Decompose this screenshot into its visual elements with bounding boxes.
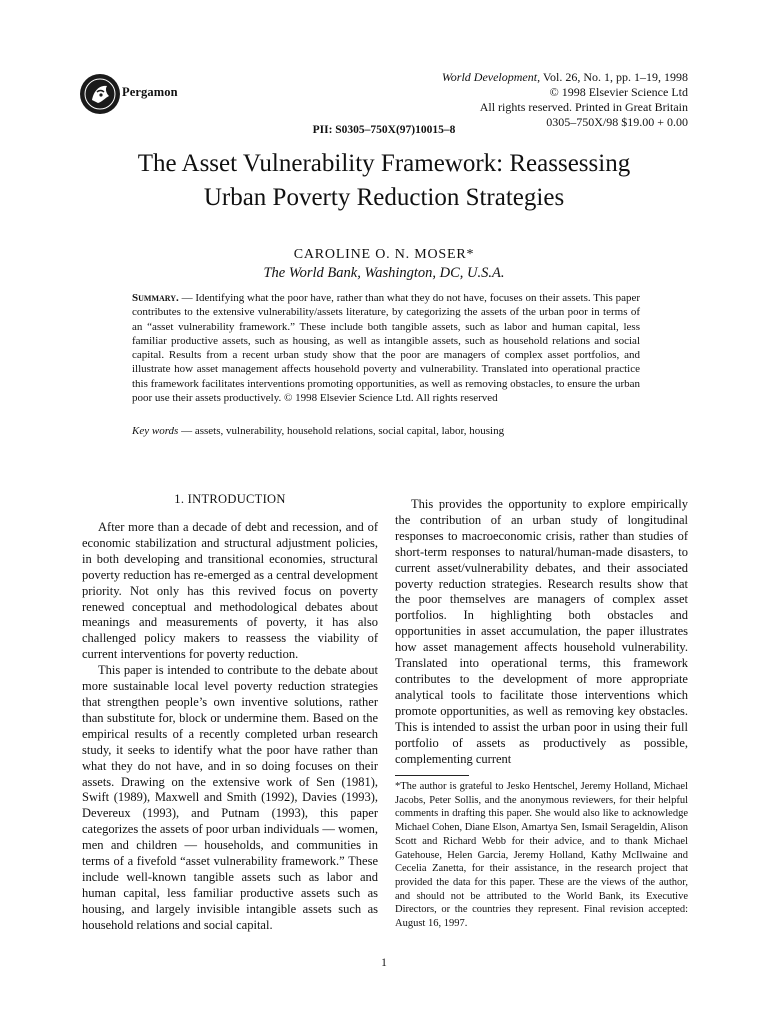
section-heading: 1. INTRODUCTION — [174, 492, 286, 506]
keywords-label: Key words — [132, 425, 179, 437]
body-column-left — [82, 520, 378, 934]
paragraph: This provides the opportunity to explore empirically the contribution of an urban study of longitudinal responses to macroeconomic crisis, rather than studies of short-term responses to natural/human-made disasters, to current asset/vulnerability debates, and their associated poverty reduction strategies. Research results show that the poor themselves are managers of complex asset portfolios. In highlighting both obstacles and opportunities in asset accumulation, the paper illustrates how asset management affects household vulnerability. Translated into operational terms, this framework contributes to the development of more appropriate analytical tools to facilitate those interventions which promote opportunities, as well as removing key obstacles. This is intended to assist the urban poor in using their full portfolio of assets as productively as possible, complementing current — [395, 497, 688, 766]
journal-volume: , Vol. 26, No. 1, pp. 1–19, 1998 — [537, 70, 688, 84]
page-number: 1 — [381, 957, 387, 969]
author-affiliation: The World Bank, Washington, DC, U.S.A. — [263, 265, 505, 281]
abstract-text: — Identifying what the poor have, rather than what they do not have, focuses on their assets. This paper contributes to the extensive vulnerability/assets literature, by categorizing the assets of the urban poor in terms of an “asset vulnerability framework.” These include both tangible assets, such as labor and human capital, less familiar productive assets, such as housing, as well as intangible assets, such as household relations and social capital. Results from a recent urban study show that the poor are managers of complex asset portfolios, and illustrate how asset management affects household poverty and vulnerability. Translated into operational practice this framework facilitates interventions promoting opportunities, as well as removing obstacles, to ensure the urban poor use their assets productively. © 1998 Elsevier Science Ltd. All rights reserved — [132, 292, 640, 405]
title-line-2: Urban Poverty Reduction Strategies — [203, 184, 565, 211]
pergamon-emblem-icon — [80, 74, 120, 114]
abstract-label: Summary. — [132, 292, 179, 304]
keywords — [132, 425, 652, 437]
journal-citation — [368, 70, 688, 130]
journal-name: World Development — [441, 70, 538, 84]
rights-line: All rights reserved. Printed in Great Britain — [479, 100, 688, 114]
keywords-text: — assets, vulnerability, household relations, social capital, labor, housing — [178, 425, 505, 437]
paragraph: This paper is intended to contribute to the debate about more sustainable local level poverty reduction strategies that strengthen people’s own inventive solutions, rather than substitute for, block or undermine them. Based on the empirical results of a recently completed urban research study, it seeks to identify what the poor have rather than what they do not have, and in so doing focuses on their assets. Drawing on the extensive work of Sen (1981), Swift (1989), Maxwell and Smith (1992), Davies (1993), Devereux (1993), and Putnam (1993), this paper categorizes the assets of poor urban individuals — women, men and children — households, and communities in terms of a fivefold “asset vulnerability framework.” These include well-known tangible assets such as labor and human capital, less familiar productive assets such as housing, and largely invisible intangible assets such as household relations and social capital. — [82, 663, 378, 932]
article-title — [60, 147, 708, 215]
body-column-right — [395, 497, 688, 767]
footnote: *The author is grateful to Jesko Hentschel, Jeremy Holland, Michael Jacobs, Peter Sollis, and the anonymous reviewers, for their helpful comments in drafting this paper. She would also like to acknowledge Michael Cohen, Diane Elson, Amartya Sen, Ismail Serageldin, Alison Scott and Richard Webb for their advice, and to thank Michael Gatehouse, Helen Garcia, Jeremy Holland, Kathy McIlwaine and Cecelia Zanetta, for their assistance, in the research project that provided the data for this paper. These are the views of the author, and should not be attributed to the World Bank, its Executive Directors, or the countries they represent. Final revision accepted: August 16, 1997. — [395, 781, 688, 930]
author-name: CAROLINE O. N. MOSER* — [293, 247, 475, 262]
title-line-1: The Asset Vulnerability Framework: Reassessing — [137, 150, 631, 177]
publisher-logo — [80, 74, 220, 118]
paragraph: After more than a decade of debt and recession, and of economic stabilization and structural adjustment policies, in both developing and transitional economies, structural poverty reduction has re-emerged as a central development priority. Not only has this revived focus on poverty renewed conceptual and methodological debates about meanings and measurements of poverty, it has also challenged policy makers to reassess the viability of current interventions for poverty reduction. — [82, 520, 378, 662]
abstract — [132, 291, 640, 405]
footnote-rule — [395, 775, 469, 776]
copyright-line: © 1998 Elsevier Science Ltd — [549, 85, 688, 99]
pii-code: PII: S0305–750X(97)10015–8 — [312, 124, 456, 136]
issn-line: 0305–750X/98 $19.00 + 0.00 — [546, 115, 688, 129]
publisher-name: Pergamon — [122, 85, 178, 99]
